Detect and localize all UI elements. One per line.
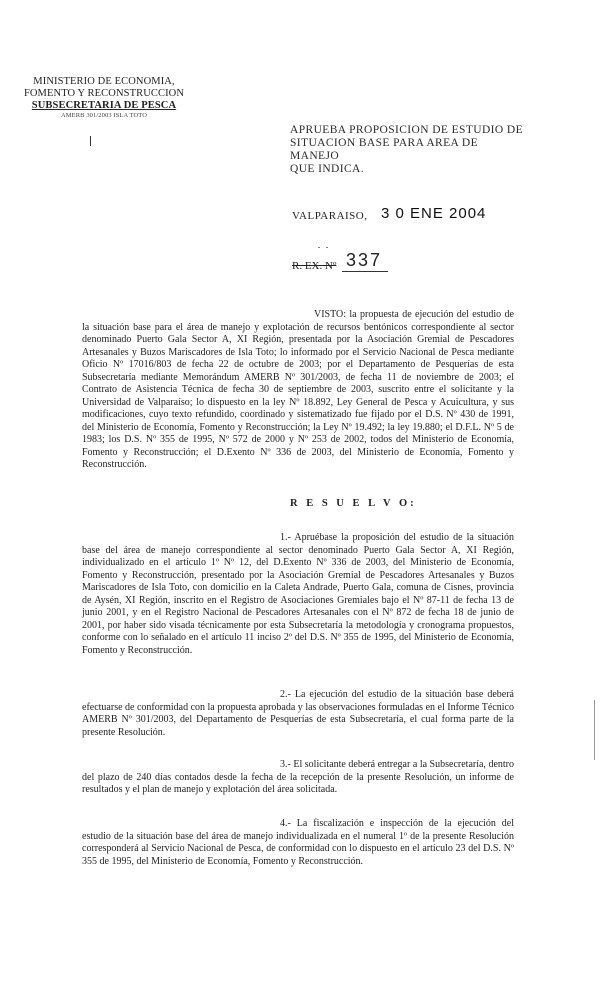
subsecretaria-line: SUBSECRETARIA DE PESCA (31, 100, 177, 111)
place-label: VALPARAISO, (292, 210, 368, 222)
document-title (290, 124, 530, 176)
margin-mark (90, 136, 91, 146)
resolution-item-4 (82, 818, 514, 868)
item-text: 2.- La ejecución del estudio de la situación base deberá efectuarse de conformidad con la propuesta aprobada y las observaciones formuladas en el Informe Técnico AMERB Nº 301/2003, del Departamento de Pesquerías de esta Subsecretaría, el cual forma parte de la presente Resolución. (82, 689, 514, 738)
scan-edge-mark (594, 700, 595, 760)
resuelvo-heading: R E S U E L V O: (290, 498, 417, 509)
visto-text: VISTO: la propuesta de ejecución del estudio de la situación base para el área de manejo y explotación de recursos bentónicos correspondiente al sector denominado Puerto Gala Sector A, XI Región, presentada por la Asociación Gremial de Pescadores Artesanales y Buzos Mariscadores de Isla Toto; lo informado por el Servicio Nacional de Pesca mediante Oficio Nº 17016/803 de fecha 22 de octubre de 2003; por el Departamento de Pesquerías de esta Subsecretaría mediante Memorándum AMERB Nº 301/2003, de fecha 11 de noviembre de 2003; el Contrato de Asistencia Técnica de fecha 30 de septiembre de 2003, suscrito entre el solicitante y la Universidad de Valparaíso; lo dispuesto en la ley Nº 18.892, Ley General de Pesca y Acuicultura, y sus modificaciones, cuyo texto refundido, coordinado y sistematizado fue fijado por el D.S. Nº 430 de 1991, del Ministerio de Economía, Fomento y Reconstrucción; la Ley Nº 19.492; la ley 19.880; el D.F.L. Nº 5 de 1983; los D.S. Nº 355 de 1995, Nº 572 de 2000 y Nº 253 de 2002, todos del Ministerio de Economía, Fomento y Reconstrucción; el D.Exento Nº 336 de 2003, del Ministerio de Economía, Fomento y Reconstrucción. (82, 309, 514, 470)
scan-speck (318, 247, 320, 248)
ministry-header (20, 76, 188, 120)
item-text: 1.- Apruébase la proposición del estudio de la situación base del área de manejo correspondiente al sector denominado Puerto Gala Sector A, XI Región, individualizado en el artículo 1º Nº 12, del D.Exento Nº 336 de 2003, del Ministerio de Economía, Fomento y Reconstrucción, presentado por la Asociación Gremial de Pescadores Artesanales y Buzos Mariscadores de Isla Toto, con domicilio en la Caleta Andrade, Puerto Gala, comuna de Cisnes, provincia de Aysén, XI Región, inscrito en el Registro de Asociaciones Gremiales bajo el Nº 87-11 de fecha 13 de junio 2001, y en el Registro Nacional de Pescadores Artesanales con el Nº 872 de fecha 18 de junio de 2001, por haber sido visada técnicamente por esta Subsecretaría la metodología y cronograma propuestos, conforme con lo señalado en el artículo 11 inciso 2º del D.S. Nº 355 de 1995, del Ministerio de Economía, Fomento y Reconstrucción. (82, 532, 514, 656)
file-reference: AMERB 301/2003 ISLA TOTO (60, 112, 147, 119)
resolution-label: R. EX. Nº (292, 260, 337, 272)
title-line-3: QUE INDICA. (290, 163, 365, 175)
title-line-1: APRUEBA PROPOSICION DE ESTUDIO DE (290, 124, 523, 136)
scan-speck (326, 247, 328, 248)
resolution-item-1 (82, 532, 514, 657)
resolution-number: 337 (342, 250, 388, 272)
title-line-2: SITUACION BASE PARA AREA DE MANEJO (290, 137, 479, 162)
resolution-item-3 (82, 759, 514, 797)
date-stamp: 3 0 ENE 2004 (381, 205, 487, 222)
item-text: 4.- La fiscalización e inspección de la ejecución del estudio de la situación base del área de manejo individualizada en el numeral 1º de la presente Resolución corresponderá al Servicio Nacional de Pesca, de conformidad con lo dispuesto en el artículo 23 del D.S. Nº 355 de 1995, del Ministerio de Economía, Fomento y Reconstrucción. (82, 818, 514, 867)
item-text: 3.- El solicitante deberá entregar a la Subsecretaría, dentro del plazo de 240 días contados desde la fecha de la recepción de la presente Resolución, un informe de resultados y el plan de manejo y explotación del área solicitada. (82, 759, 514, 795)
ministry-line-2: FOMENTO Y RECONSTRUCCION (23, 88, 185, 99)
ministry-line-1: MINISTERIO DE ECONOMIA, (33, 76, 175, 87)
visto-paragraph (82, 309, 514, 472)
resolution-item-2 (82, 689, 514, 739)
